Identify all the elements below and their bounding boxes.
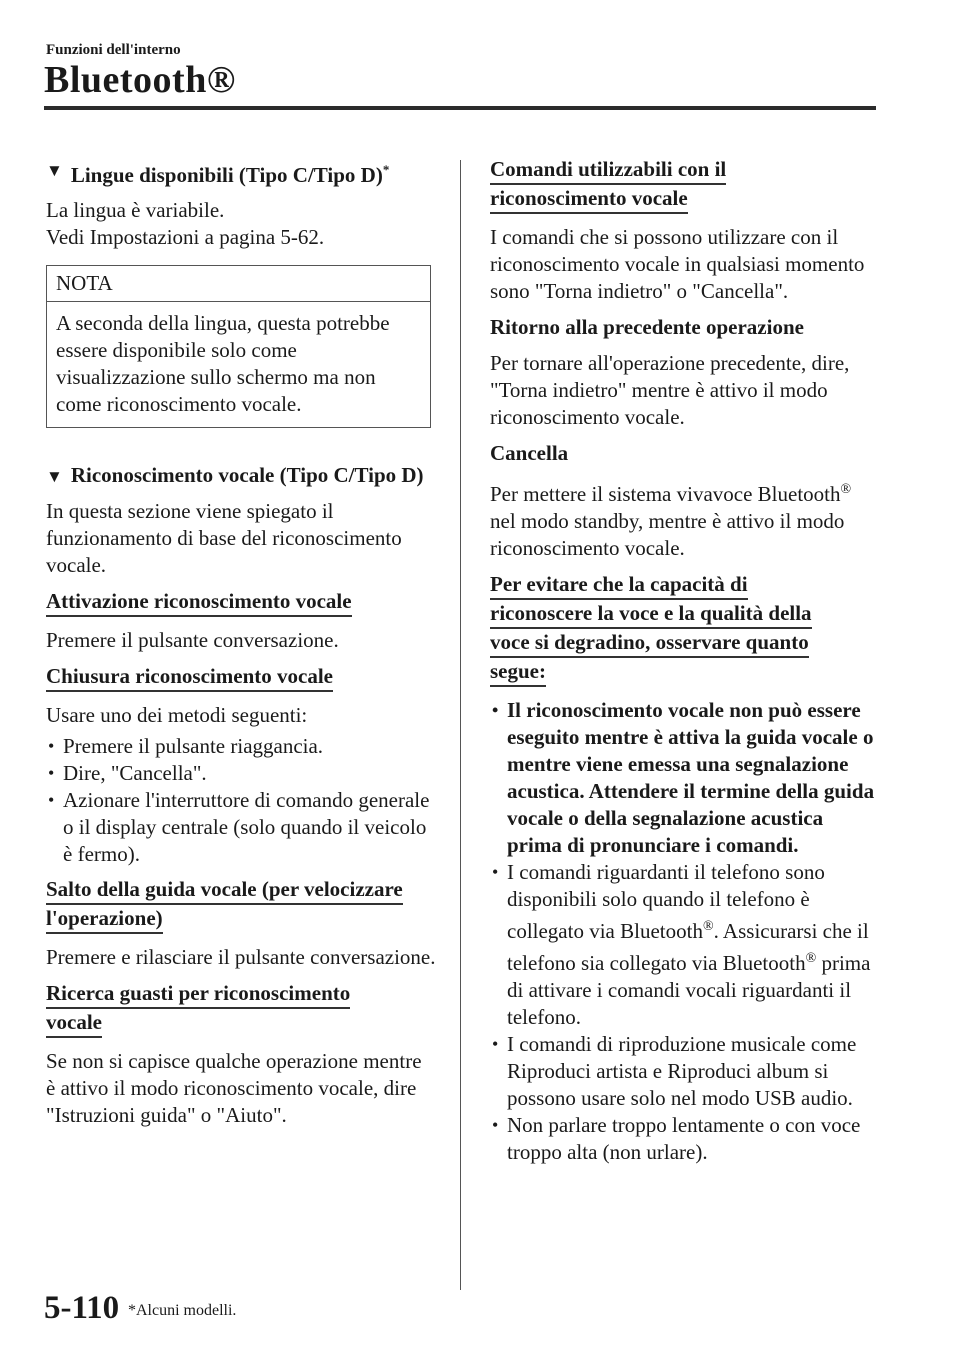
page-number: 5-110 [44,1290,120,1326]
subheading-salto: Salto della guida vocale (per velocizzare l'operazione) [46,876,436,934]
lingue-text-1: La lingua è variabile. [46,198,225,222]
note-box [46,265,431,428]
cancella-text: Per mettere il sistema vivavoce Bluetooth® nel modo standby, mentre è attivo il modo riconoscimento vocale. [490,482,852,560]
note-title: NOTA [47,266,430,302]
salto-text: Premere e rilasciare il pulsante conversazione. [46,945,436,969]
heading-lingue: ▼ Lingue disponibili (Tipo C/Tipo D)* [46,156,436,189]
bullet-icon: • [48,790,55,810]
left-column [46,156,436,1138]
list-item: • Il riconoscimento vocale non può essere eseguito mentre è attiva la guida vocale o mentre viene emessa una segnalazione acustica. Attendere il termine della guida vocale o della segnalazione acustica prima di pronunciare i comandi. [492,698,875,857]
subheading-chiusura: Chiusura riconoscimento vocale [46,663,436,692]
chiusura-list [46,733,436,868]
triangle-icon: ▼ [46,467,63,486]
note-body: A seconda della lingua, questa potrebbe essere disponibile solo come visualizzazione sullo schermo ma non come riconoscimento vocale. [56,311,390,416]
riconoscimento-text: In questa sezione viene spiegato il funzionamento di base del riconoscimento vocale. [46,499,402,577]
lingue-text-2: Vedi Impostazioni a pagina 5-62. [46,225,325,249]
ritorno-text: Per tornare all'operazione precedente, dire, "Torna indietro" mentre è attivo il modo riconoscimento vocale. [490,351,850,429]
bullet-icon: • [492,1115,499,1135]
subheading-ricerca: Ricerca guasti per riconoscimento vocale [46,980,436,1038]
subheading-evitare: Per evitare che la capacità di riconoscere la voce e la qualità della voce si degradino, osservare quanto segue: [490,571,882,687]
list-item: • Dire, "Cancella". [48,761,207,785]
ricerca-text: Se non si capisce qualche operazione mentre è attivo il modo riconoscimento vocale, dire "Istruzioni guida" o "Aiuto". [46,1049,422,1127]
heading-ritorno: Ritorno alla precedente operazione [490,315,804,339]
attivazione-text: Premere il pulsante conversazione. [46,628,339,652]
bullet-icon: • [48,736,55,756]
triangle-icon: ▼ [46,161,63,180]
evitare-list [490,697,882,1166]
bullet-icon: • [492,862,499,882]
asterisk-mark: * [382,162,390,177]
subheading-comandi: Comandi utilizzabili con il riconoscimento vocale [490,156,882,214]
comandi-text: I comandi che si possono utilizzare con il riconoscimento vocale in qualsiasi momento sono "Torna indietro" o "Cancella". [490,225,865,303]
list-item: • I comandi di riproduzione musicale come Riproduci artista e Riproduci album si possono usare solo nel modo USB audio. [492,1032,857,1110]
page-title: Bluetooth® [44,59,236,101]
chiusura-text: Usare uno dei metodi seguenti: [46,703,308,727]
footnote: *Alcuni modelli. [128,1302,237,1319]
header-divider [44,106,876,110]
heading-riconoscimento: ▼ Riconoscimento vocale (Tipo C/Tipo D) [46,462,436,490]
column-divider [460,160,461,1290]
list-item: • I comandi riguardanti il telefono sono disponibili solo quando il telefono è collegato via Bluetooth®. Assicurarsi che il telefono sia collegato via Bluetooth® prima di attivare i comandi vocali riguardanti il telefono. [492,860,871,1029]
list-item: • Azionare l'interruttore di comando generale o il display centrale (solo quando il veicolo è fermo). [48,788,430,866]
heading-cancella: Cancella [490,441,569,465]
list-item: • Premere il pulsante riaggancia. [48,734,324,758]
bullet-icon: • [492,1034,499,1054]
bullet-icon: • [492,700,499,720]
subheading-attivazione: Attivazione riconoscimento vocale [46,588,436,617]
list-item: • Non parlare troppo lentamente o con voce troppo alta (non urlare). [492,1113,861,1164]
bullet-icon: • [48,763,55,783]
right-column [490,156,882,1174]
section-label: Funzioni dell'interno [46,42,181,58]
